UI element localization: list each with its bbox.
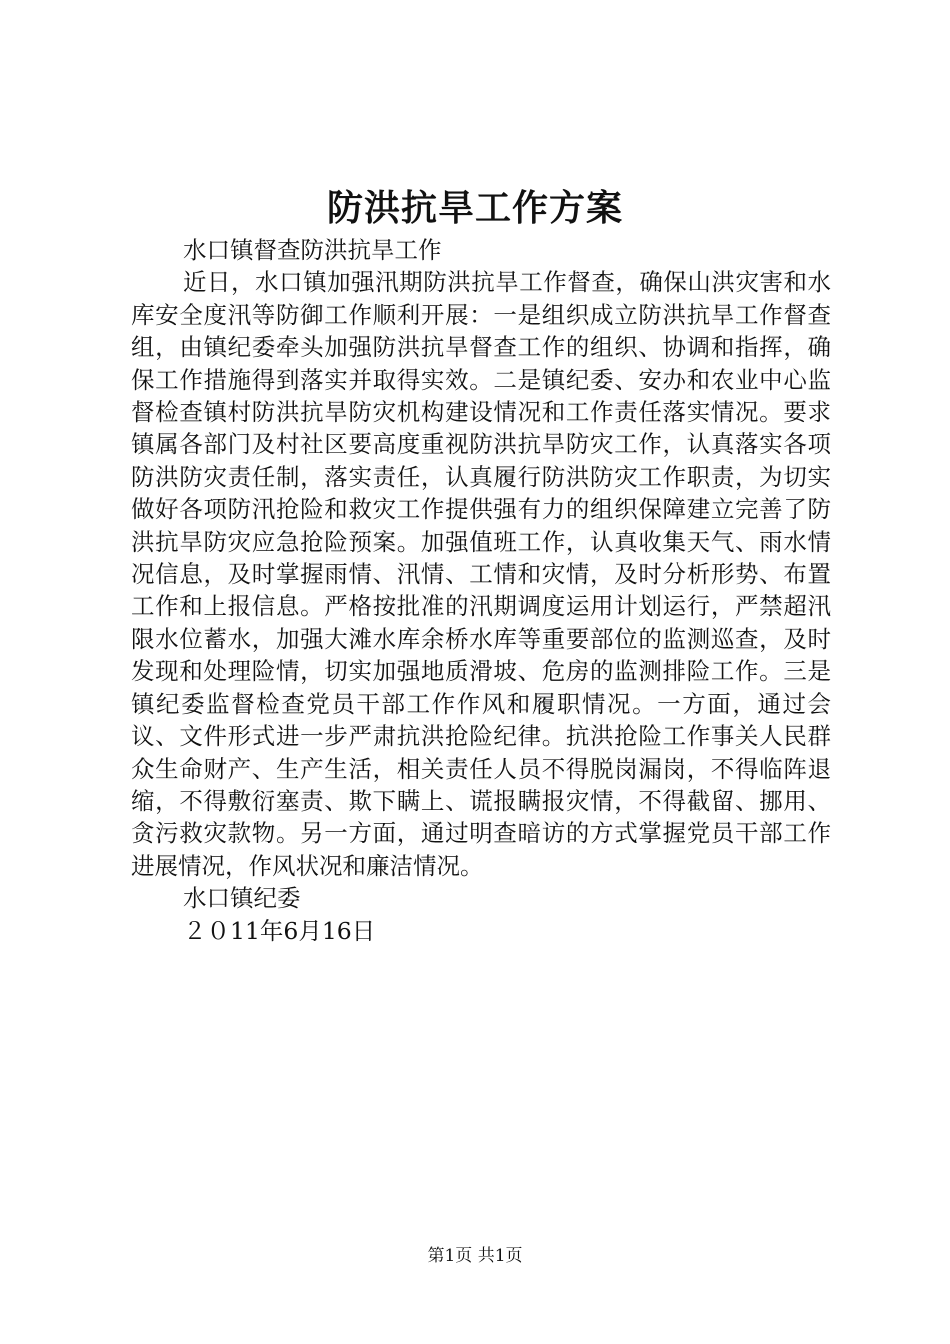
document-title: 防洪抗旱工作方案 xyxy=(326,187,623,229)
main-paragraph: 近日，水口镇加强汛期防洪抗旱工作督查，确保山洪灾害和水库安全度汛等防御工作顺利开展：一是组织成立防洪抗旱工作督查组，由镇纪委牵头加强防洪抗旱督查工作的组织、协调和指挥，确保工作措施得到落实并取得实效。二是镇纪委、安办和农业中心监督检查镇村防洪抗旱防灾机构建设情况和工作责任落实情况。要求镇属各部门及村社区要高度重视防洪抗旱防灾工作，认真落实各项防洪防灾责任制，落实责任，认真履行防洪防灾工作职责，为切实做好各项防汛抢险和救灾工作提供强有力的组织保障建立完善了防洪抗旱防灾应急抢险预案。加强值班工作，认真收集天气、雨水情况信息，及时掌握雨情、汛情、工情和灾情，及时分析形势、布置工作和上报信息。严格按批准的汛期调度运用计划运行，严禁超汛限水位蓄水，加强大滩水库余桥水库等重要部位的监测巡查，及时发现和处理险情，切实加强地质滑坡、危房的监测排险工作。三是镇纪委监督检查党员干部工作作风和履职情况。一方面，通过会议、文件形式进一步严肃抗洪抢险纪律。抗洪抢险工作事关人民群众生命财产、生产生活，相关责任人员不得脱岗漏岗，不得临阵退缩，不得敷衍塞责、欺下瞒上、谎报瞒报灾情，不得截留、挪用、贪污救灾款物。另一方面，通过明查暗访的方式掌握党员干部工作进展情况，作风状况和廉洁情况。 xyxy=(131,268,831,880)
document-subtitle: 水口镇督查防洪抗旱工作 xyxy=(183,236,442,264)
page-footer: 第1页 共1页 xyxy=(427,1246,523,1266)
date: ２０11年6月16日 xyxy=(183,916,376,945)
document-body xyxy=(131,234,831,947)
signature: 水口镇纪委 xyxy=(183,884,301,913)
